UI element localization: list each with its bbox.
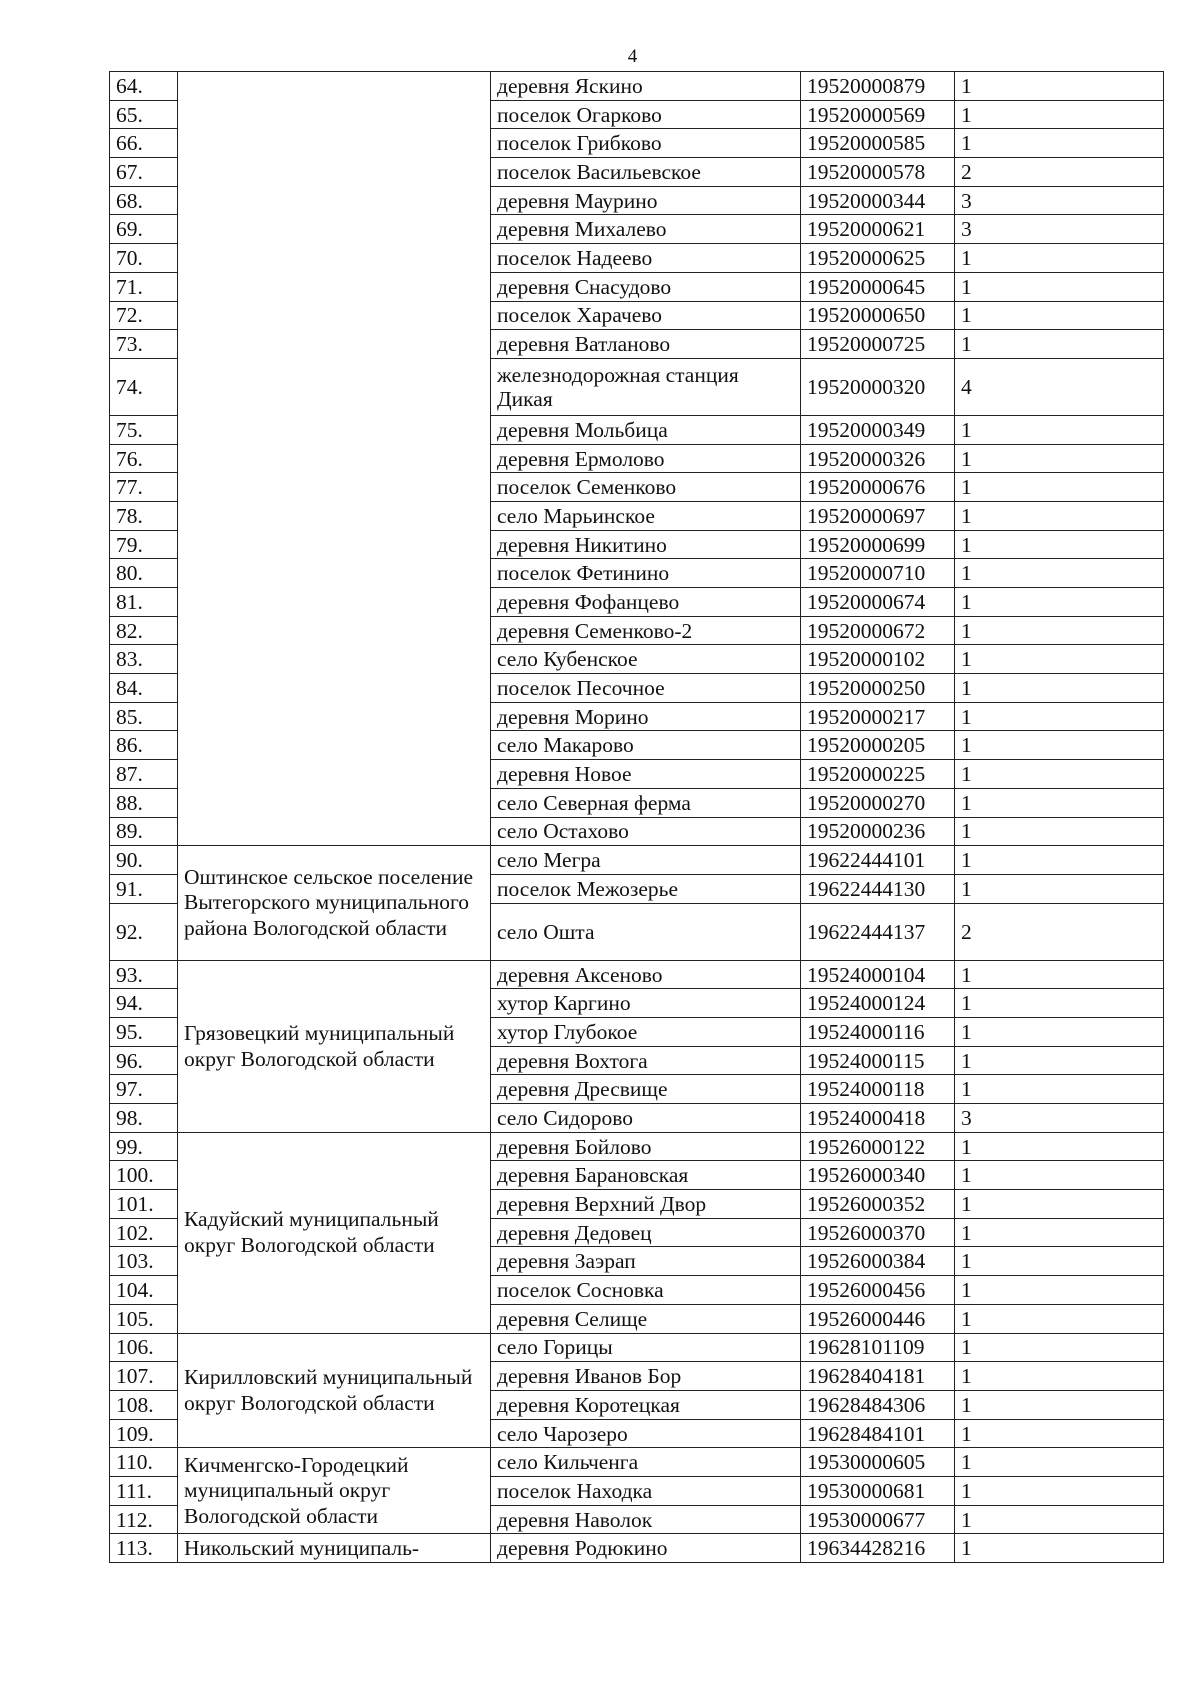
count-cell: 1 (955, 1017, 1164, 1046)
oktmo-code-cell: 19530000605 (801, 1448, 955, 1477)
settlement-name-cell: деревня Маурино (491, 186, 801, 215)
row-number-cell: 98. (110, 1104, 178, 1133)
table-row (110, 1534, 1164, 1563)
count-cell: 1 (955, 1247, 1164, 1276)
oktmo-code-cell: 19622444130 (801, 874, 955, 903)
row-number-cell: 106. (110, 1333, 178, 1362)
table-row (110, 960, 1164, 989)
count-cell: 1 (955, 1276, 1164, 1305)
count-cell: 1 (955, 702, 1164, 731)
count-cell: 1 (955, 616, 1164, 645)
count-cell: 2 (955, 158, 1164, 187)
table-row (110, 1333, 1164, 1362)
row-number-cell: 89. (110, 817, 178, 846)
row-number-cell: 69. (110, 215, 178, 244)
municipality-cell: Кичменгско-Городецкий муниципальный округ Вологодской области (178, 1448, 491, 1534)
settlement-name-cell: деревня Морино (491, 702, 801, 731)
oktmo-code-cell: 19524000124 (801, 989, 955, 1018)
page-number: 4 (627, 46, 638, 67)
count-cell: 1 (955, 645, 1164, 674)
row-number-cell: 108. (110, 1390, 178, 1419)
settlement-name-cell: поселок Находка (491, 1476, 801, 1505)
row-number-cell: 74. (110, 358, 178, 415)
row-number-cell: 88. (110, 788, 178, 817)
count-cell: 1 (955, 559, 1164, 588)
settlement-name-cell: поселок Песочное (491, 674, 801, 703)
settlement-name-cell: поселок Семенково (491, 473, 801, 502)
row-number-cell: 111. (110, 1476, 178, 1505)
settlement-name-cell: деревня Снасудово (491, 272, 801, 301)
oktmo-code-cell: 19524000115 (801, 1046, 955, 1075)
municipality-cell: Кадуйский муниципальный округ Вологодской области (178, 1132, 491, 1333)
row-number-cell: 70. (110, 244, 178, 273)
settlement-name-cell: железнодорожная станция Дикая (491, 358, 801, 415)
oktmo-code-cell: 19520000217 (801, 702, 955, 731)
row-number-cell: 86. (110, 731, 178, 760)
oktmo-code-cell: 19520000672 (801, 616, 955, 645)
settlement-name-cell: село Остахово (491, 817, 801, 846)
count-cell: 1 (955, 530, 1164, 559)
count-cell: 1 (955, 817, 1164, 846)
row-number-cell: 79. (110, 530, 178, 559)
settlement-name-cell: поселок Грибково (491, 129, 801, 158)
count-cell: 1 (955, 501, 1164, 530)
table-row (110, 1132, 1164, 1161)
count-cell: 1 (955, 72, 1164, 101)
row-number-cell: 113. (110, 1534, 178, 1563)
settlement-name-cell: деревня Родюкино (491, 1534, 801, 1563)
oktmo-code-cell: 19526000352 (801, 1190, 955, 1219)
settlement-name-cell: село Макарово (491, 731, 801, 760)
oktmo-code-cell: 19520000645 (801, 272, 955, 301)
municipality-cell: Кирилловский муниципальный округ Вологодской области (178, 1333, 491, 1448)
count-cell: 1 (955, 415, 1164, 444)
oktmo-code-cell: 19520000710 (801, 559, 955, 588)
settlement-name-cell: деревня Заэрап (491, 1247, 801, 1276)
row-number-cell: 100. (110, 1161, 178, 1190)
settlement-name-cell: село Мегра (491, 846, 801, 875)
settlement-name-cell: село Ошта (491, 903, 801, 960)
count-cell: 1 (955, 1132, 1164, 1161)
count-cell: 2 (955, 903, 1164, 960)
count-cell: 1 (955, 760, 1164, 789)
count-cell: 1 (955, 731, 1164, 760)
settlement-name-cell: деревня Мольбица (491, 415, 801, 444)
settlement-name-cell: поселок Межозерье (491, 874, 801, 903)
row-number-cell: 94. (110, 989, 178, 1018)
row-number-cell: 91. (110, 874, 178, 903)
oktmo-code-cell: 19524000418 (801, 1104, 955, 1133)
oktmo-code-cell: 19526000384 (801, 1247, 955, 1276)
oktmo-code-cell: 19526000122 (801, 1132, 955, 1161)
table-row (110, 1448, 1164, 1477)
row-number-cell: 95. (110, 1017, 178, 1046)
oktmo-code-cell: 19622444101 (801, 846, 955, 875)
row-number-cell: 83. (110, 645, 178, 674)
settlement-name-cell: село Сидорово (491, 1104, 801, 1133)
oktmo-code-cell: 19634428216 (801, 1534, 955, 1563)
count-cell: 1 (955, 1333, 1164, 1362)
count-cell: 1 (955, 1046, 1164, 1075)
row-number-cell: 96. (110, 1046, 178, 1075)
count-cell: 3 (955, 215, 1164, 244)
settlement-name-cell: деревня Дедовец (491, 1218, 801, 1247)
count-cell: 1 (955, 989, 1164, 1018)
settlement-name-cell: деревня Ермолово (491, 444, 801, 473)
row-number-cell: 107. (110, 1362, 178, 1391)
row-number-cell: 109. (110, 1419, 178, 1448)
table-row (110, 72, 1164, 101)
oktmo-code-cell: 19520000250 (801, 674, 955, 703)
count-cell: 1 (955, 874, 1164, 903)
row-number-cell: 103. (110, 1247, 178, 1276)
settlement-name-cell: село Чарозеро (491, 1419, 801, 1448)
count-cell: 1 (955, 588, 1164, 617)
row-number-cell: 73. (110, 330, 178, 359)
count-cell: 1 (955, 1218, 1164, 1247)
row-number-cell: 92. (110, 903, 178, 960)
count-cell: 1 (955, 1362, 1164, 1391)
settlement-name-cell: поселок Надеево (491, 244, 801, 273)
count-cell: 1 (955, 1304, 1164, 1333)
settlement-name-cell: деревня Никитино (491, 530, 801, 559)
row-number-cell: 104. (110, 1276, 178, 1305)
count-cell: 1 (955, 1419, 1164, 1448)
oktmo-code-cell: 19530000677 (801, 1505, 955, 1534)
oktmo-code-cell: 19526000446 (801, 1304, 955, 1333)
settlement-name-cell: деревня Фофанцево (491, 588, 801, 617)
oktmo-code-cell: 19520000585 (801, 129, 955, 158)
count-cell: 1 (955, 1075, 1164, 1104)
settlement-name-cell: поселок Сосновка (491, 1276, 801, 1305)
row-number-cell: 80. (110, 559, 178, 588)
settlement-name-cell: деревня Аксеново (491, 960, 801, 989)
row-number-cell: 90. (110, 846, 178, 875)
settlement-name-cell: поселок Фетинино (491, 559, 801, 588)
settlement-name-cell: деревня Селище (491, 1304, 801, 1333)
count-cell: 1 (955, 1476, 1164, 1505)
oktmo-code-cell: 19520000578 (801, 158, 955, 187)
count-cell: 1 (955, 244, 1164, 273)
oktmo-code-cell: 19628484306 (801, 1390, 955, 1419)
count-cell: 1 (955, 272, 1164, 301)
row-number-cell: 71. (110, 272, 178, 301)
oktmo-code-cell: 19520000879 (801, 72, 955, 101)
row-number-cell: 105. (110, 1304, 178, 1333)
settlement-name-cell: деревня Михалево (491, 215, 801, 244)
oktmo-code-cell: 19520000205 (801, 731, 955, 760)
oktmo-code-cell: 19524000116 (801, 1017, 955, 1046)
settlement-name-cell: деревня Бойлово (491, 1132, 801, 1161)
municipality-cell: Грязовецкий муниципальный округ Вологодской области (178, 960, 491, 1132)
settlement-name-cell: село Северная ферма (491, 788, 801, 817)
oktmo-code-cell: 19526000370 (801, 1218, 955, 1247)
municipality-cell: Оштинское сельское поселение Вытегорского муниципального района Вологодской области (178, 846, 491, 960)
oktmo-code-cell: 19520000725 (801, 330, 955, 359)
row-number-cell: 66. (110, 129, 178, 158)
count-cell: 1 (955, 473, 1164, 502)
row-number-cell: 87. (110, 760, 178, 789)
row-number-cell: 99. (110, 1132, 178, 1161)
row-number-cell: 112. (110, 1505, 178, 1534)
settlement-name-cell: деревня Новое (491, 760, 801, 789)
municipality-cell: Никольский муниципаль- (178, 1534, 491, 1563)
settlement-name-cell: деревня Коротецкая (491, 1390, 801, 1419)
settlement-name-cell: деревня Иванов Бор (491, 1362, 801, 1391)
settlement-name-cell: деревня Вохтога (491, 1046, 801, 1075)
oktmo-code-cell: 19520000236 (801, 817, 955, 846)
settlement-name-cell: село Кильченга (491, 1448, 801, 1477)
row-number-cell: 85. (110, 702, 178, 731)
row-number-cell: 72. (110, 301, 178, 330)
municipality-cell (178, 72, 491, 846)
row-number-cell: 77. (110, 473, 178, 502)
count-cell: 1 (955, 1190, 1164, 1219)
oktmo-code-cell: 19520000326 (801, 444, 955, 473)
count-cell: 1 (955, 301, 1164, 330)
settlement-name-cell: деревня Барановская (491, 1161, 801, 1190)
oktmo-code-cell: 19520000344 (801, 186, 955, 215)
count-cell: 4 (955, 358, 1164, 415)
row-number-cell: 78. (110, 501, 178, 530)
settlements-table (109, 71, 1164, 1563)
settlement-name-cell: деревня Семенково-2 (491, 616, 801, 645)
oktmo-code-cell: 19628101109 (801, 1333, 955, 1362)
oktmo-code-cell: 19520000650 (801, 301, 955, 330)
row-number-cell: 67. (110, 158, 178, 187)
count-cell: 1 (955, 1390, 1164, 1419)
settlement-name-cell: село Марьинское (491, 501, 801, 530)
table-row (110, 846, 1164, 875)
row-number-cell: 102. (110, 1218, 178, 1247)
oktmo-code-cell: 19520000697 (801, 501, 955, 530)
oktmo-code-cell: 19520000569 (801, 100, 955, 129)
oktmo-code-cell: 19520000621 (801, 215, 955, 244)
oktmo-code-cell: 19526000340 (801, 1161, 955, 1190)
oktmo-code-cell: 19524000118 (801, 1075, 955, 1104)
count-cell: 1 (955, 1505, 1164, 1534)
count-cell: 1 (955, 330, 1164, 359)
row-number-cell: 64. (110, 72, 178, 101)
count-cell: 1 (955, 960, 1164, 989)
settlement-name-cell: деревня Наволок (491, 1505, 801, 1534)
settlement-name-cell: поселок Васильевское (491, 158, 801, 187)
oktmo-code-cell: 19520000625 (801, 244, 955, 273)
oktmo-code-cell: 19520000676 (801, 473, 955, 502)
count-cell: 1 (955, 444, 1164, 473)
oktmo-code-cell: 19622444137 (801, 903, 955, 960)
count-cell: 1 (955, 674, 1164, 703)
row-number-cell: 97. (110, 1075, 178, 1104)
settlements-table-body (110, 72, 1164, 1563)
oktmo-code-cell: 19520000102 (801, 645, 955, 674)
oktmo-code-cell: 19524000104 (801, 960, 955, 989)
settlement-name-cell: село Горицы (491, 1333, 801, 1362)
count-cell: 1 (955, 788, 1164, 817)
settlement-name-cell: деревня Яскино (491, 72, 801, 101)
row-number-cell: 75. (110, 415, 178, 444)
oktmo-code-cell: 19530000681 (801, 1476, 955, 1505)
count-cell: 3 (955, 1104, 1164, 1133)
row-number-cell: 101. (110, 1190, 178, 1219)
settlement-name-cell: хутор Каргино (491, 989, 801, 1018)
row-number-cell: 76. (110, 444, 178, 473)
oktmo-code-cell: 19628484101 (801, 1419, 955, 1448)
settlement-name-cell: поселок Харачево (491, 301, 801, 330)
oktmo-code-cell: 19526000456 (801, 1276, 955, 1305)
settlement-name-cell: хутор Глубокое (491, 1017, 801, 1046)
count-cell: 3 (955, 186, 1164, 215)
oktmo-code-cell: 19628404181 (801, 1362, 955, 1391)
count-cell: 1 (955, 1448, 1164, 1477)
count-cell: 1 (955, 846, 1164, 875)
settlement-name-cell: село Кубенское (491, 645, 801, 674)
row-number-cell: 110. (110, 1448, 178, 1477)
settlement-name-cell: деревня Верхний Двор (491, 1190, 801, 1219)
row-number-cell: 81. (110, 588, 178, 617)
oktmo-code-cell: 19520000270 (801, 788, 955, 817)
row-number-cell: 65. (110, 100, 178, 129)
count-cell: 1 (955, 129, 1164, 158)
settlement-name-cell: деревня Ватланово (491, 330, 801, 359)
oktmo-code-cell: 19520000320 (801, 358, 955, 415)
oktmo-code-cell: 19520000349 (801, 415, 955, 444)
row-number-cell: 84. (110, 674, 178, 703)
row-number-cell: 82. (110, 616, 178, 645)
row-number-cell: 68. (110, 186, 178, 215)
count-cell: 1 (955, 100, 1164, 129)
oktmo-code-cell: 19520000699 (801, 530, 955, 559)
oktmo-code-cell: 19520000674 (801, 588, 955, 617)
count-cell: 1 (955, 1534, 1164, 1563)
row-number-cell: 93. (110, 960, 178, 989)
count-cell: 1 (955, 1161, 1164, 1190)
settlement-name-cell: поселок Огарково (491, 100, 801, 129)
oktmo-code-cell: 19520000225 (801, 760, 955, 789)
settlement-name-cell: деревня Дресвище (491, 1075, 801, 1104)
